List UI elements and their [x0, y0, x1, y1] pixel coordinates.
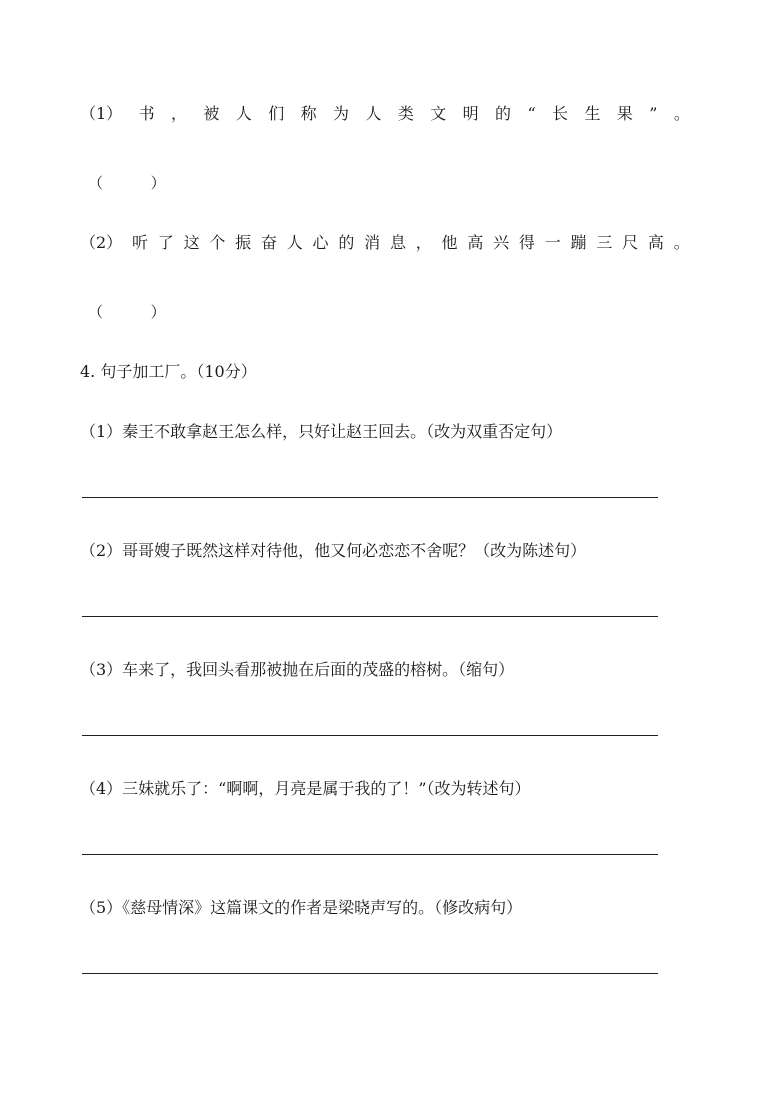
question-char: 人 [235, 104, 252, 123]
answer-line-3[interactable] [82, 735, 658, 736]
question-char: 类 [397, 104, 414, 123]
question-char: 奋 [260, 233, 277, 252]
question-char: 。 [673, 104, 690, 123]
question-char: 这 [183, 233, 200, 252]
question-char: 息 [389, 233, 406, 252]
question-char: 个 [209, 233, 226, 252]
question-1-prefix: （1） [80, 104, 123, 123]
question-char: 蹦 [570, 233, 587, 252]
question-char: 的 [338, 233, 355, 252]
question-char: ， [170, 104, 187, 123]
question-char: 的 [495, 104, 512, 123]
sentence-1: （1）秦王不敢拿赵王怎么样，只好让赵王回去。（改为双重否定句） [80, 422, 563, 441]
question-1-line [80, 104, 690, 124]
question-char: ， [415, 233, 432, 252]
question-char: 听 [131, 233, 148, 252]
answer-line-4[interactable] [82, 854, 658, 855]
question-char: 尺 [622, 233, 639, 252]
question-char: 书 [138, 104, 155, 123]
question-char: 们 [268, 104, 285, 123]
question-char: 振 [235, 233, 252, 252]
question-char: 一 [544, 233, 561, 252]
question-char: 兴 [493, 233, 510, 252]
answer-line-5[interactable] [82, 973, 658, 974]
question-2-prefix: （2） [80, 233, 123, 252]
question-char: 人 [286, 233, 303, 252]
question-char: 消 [364, 233, 381, 252]
question-char: 心 [312, 233, 329, 252]
question-char: 高 [647, 233, 664, 252]
question-char: 高 [467, 233, 484, 252]
question-char: ” [649, 104, 658, 123]
question-char: 三 [596, 233, 613, 252]
section-4-title: 4. 句子加工厂。（10分） [80, 362, 257, 381]
answer-line-2[interactable] [82, 616, 658, 617]
answer-blank-2[interactable]: （ ） [88, 303, 166, 321]
question-char: 长 [552, 104, 569, 123]
sentence-2: （2）哥哥嫂子既然这样对待他，他又何必恋恋不舍呢？（改为陈述句） [80, 541, 587, 560]
answer-line-1[interactable] [82, 497, 658, 498]
sentence-3: （3）车来了，我回头看那被抛在后面的茂盛的榕树。（缩句） [80, 660, 515, 679]
question-char: 被 [203, 104, 220, 123]
question-char: 了 [157, 233, 174, 252]
question-char: 文 [430, 104, 447, 123]
question-char: 明 [462, 104, 479, 123]
question-char: 。 [673, 233, 690, 252]
sentence-4: （4）三妹就乐了：“啊啊，月亮是属于我的了！”（改为转述句） [80, 779, 531, 798]
question-char: 得 [518, 233, 535, 252]
answer-blank-1[interactable]: （ ） [88, 174, 166, 192]
sentence-5: （5）《慈母情深》这篇课文的作者是梁晓声写的。（修改病句） [80, 898, 523, 917]
question-char: 生 [584, 104, 601, 123]
question-char: 称 [300, 104, 317, 123]
question-char: “ [527, 104, 536, 123]
question-2-line [80, 233, 690, 253]
question-char: 为 [333, 104, 350, 123]
question-char: 人 [365, 104, 382, 123]
question-char: 他 [441, 233, 458, 252]
question-char: 果 [616, 104, 633, 123]
